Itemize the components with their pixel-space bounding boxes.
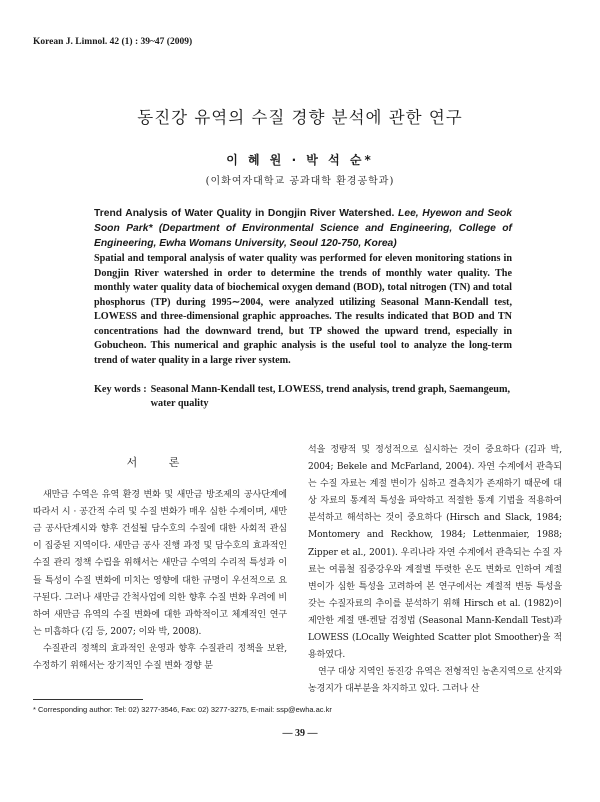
english-affiliation: (Department of Environmental Science and Engineering, College of Engineering, Ewha Womans University, Seoul 120-750, Korea) — [94, 223, 512, 249]
footnote: * Corresponding author: Tel: 02) 3277-3546, Fax: 02) 3277-3275, E-mail: ssp@ewha.ac.kr — [33, 705, 332, 714]
english-title: Trend Analysis of Water Quality in Dongjin River Watershed. — [94, 208, 395, 219]
left-column — [33, 442, 287, 675]
section-heading-introduction: 서 론 — [126, 456, 194, 469]
journal-citation: Korean J. Limnol. 42 (1) : 39~47 (2009) — [33, 37, 193, 47]
right-column — [308, 442, 562, 698]
abstract: Spatial and temporal analysis of water quality was performed for eleven monitoring stations in Dongjin River watershed in order to determine the trends of monthly water quality. The monthly water quality data of biochemical oxygen demand (BOD), total nitrogen (TN) and total phosphorus (TP) during 1995∼2004, were analyzed utilizing Seasonal Mann-Kendall test, LOWESS and three-dimensional graphic approaches. The results indicated that BOD and TN concentrations had the downward trend, but TP showed the upward trend, especially in Gobucheon. This numerical and graphic analysis is the useful tool to analyze the long-term trend of water quality in a large river system. — [94, 253, 512, 366]
paper-title: 동진강 유역의 수질 경향 분석에 관한 연구 — [137, 108, 463, 127]
footnote-divider — [33, 699, 143, 700]
left-paragraph-1: 새만금 수역은 유역 환경 변화 및 새만금 방조제의 공사단계에 따라서 시 · 공간적 수리 및 수질 변화가 매우 심한 수계이며, 새만금 공사단계시와 향후 건설될 담수호의 수질에 대한 사회적 관심이 집중된 지역이다. 새만금 공사 진행 과정 및 담수호의 효과적인 수질 관리 정책 수립을 위해서는 새만금 수역의 수리적 특성과 이들 특성이 수질 변화에 미치는 영향에 대한 규명이 우선적으로 요구된다. 그러나 새만금 간척사업에 의한 향후 수질 변화 우려에 비하여 새만금 유역의 수질 변화에 대한 과학적이고 체계적인 연구는 미흡하다 (김 등, 2007; 이와 박, 2008). — [33, 490, 287, 637]
right-paragraph-2: 연구 대상 지역인 동진강 유역은 전형적인 농촌지역으로 산지와 농경지가 대부분을 차지하고 있다. 그러나 산 — [308, 667, 562, 695]
english-heading — [94, 206, 512, 251]
keywords — [94, 383, 512, 411]
english-authors: Lee, Hyewon and Seok Soon Park* — [94, 208, 512, 234]
keywords-text: Seasonal Mann-Kendall test, LOWESS, trend analysis, trend graph, Saemangeum, water quality — [150, 384, 510, 409]
authors: 이 혜 원 · 박 석 순* — [226, 153, 374, 167]
left-paragraph-2: 수질관리 정책의 효과적인 운영과 향후 수질관리 정책을 보완, 수정하기 위해서는 장기적인 수질 변화 경향 분 — [33, 643, 287, 672]
page-number: — 39 — — [282, 728, 318, 739]
right-paragraph-1: 석을 정량적 및 정성적으로 실시하는 것이 중요하다 (김과 박, 2004; Bekele and McFarland, 2004). 자연 수계에서 관측되는 수질 자료는 계절 변이가 심하고 결측치가 존재하기 때문에 대상 자료의 통계적 특성을 파악하고 적절한 통계 기법을 적용하여 분석하고 해석하는 것이 중요하다 (Hirsch and Slack, 1984; Montomery and Reckhow, 1984; Lettenmaier, 1988; Zipper et al., 2001). 우리나라 자연 수계에서 관측되는 수질 자료는 여름철 집중강우와 계절별 뚜렷한 온도 변화로 인하여 계절 변이가 심한 특성을 고려하여 본 연구에서는 계절적 변동 특성을 갖는 수질자료의 추이를 분석하기 위해 Hirsch et al. (1982)이 제안한 계절 맨-켄달 검정법 (Seasonal Mann-Kendall Test)과 LOWESS (LOcally Weighted Scatter plot Smoother)을 적용하였다. — [308, 445, 562, 661]
keywords-label: Key words : — [94, 384, 147, 395]
affiliation: (이화여자대학교 공과대학 환경공학과) — [205, 176, 395, 187]
